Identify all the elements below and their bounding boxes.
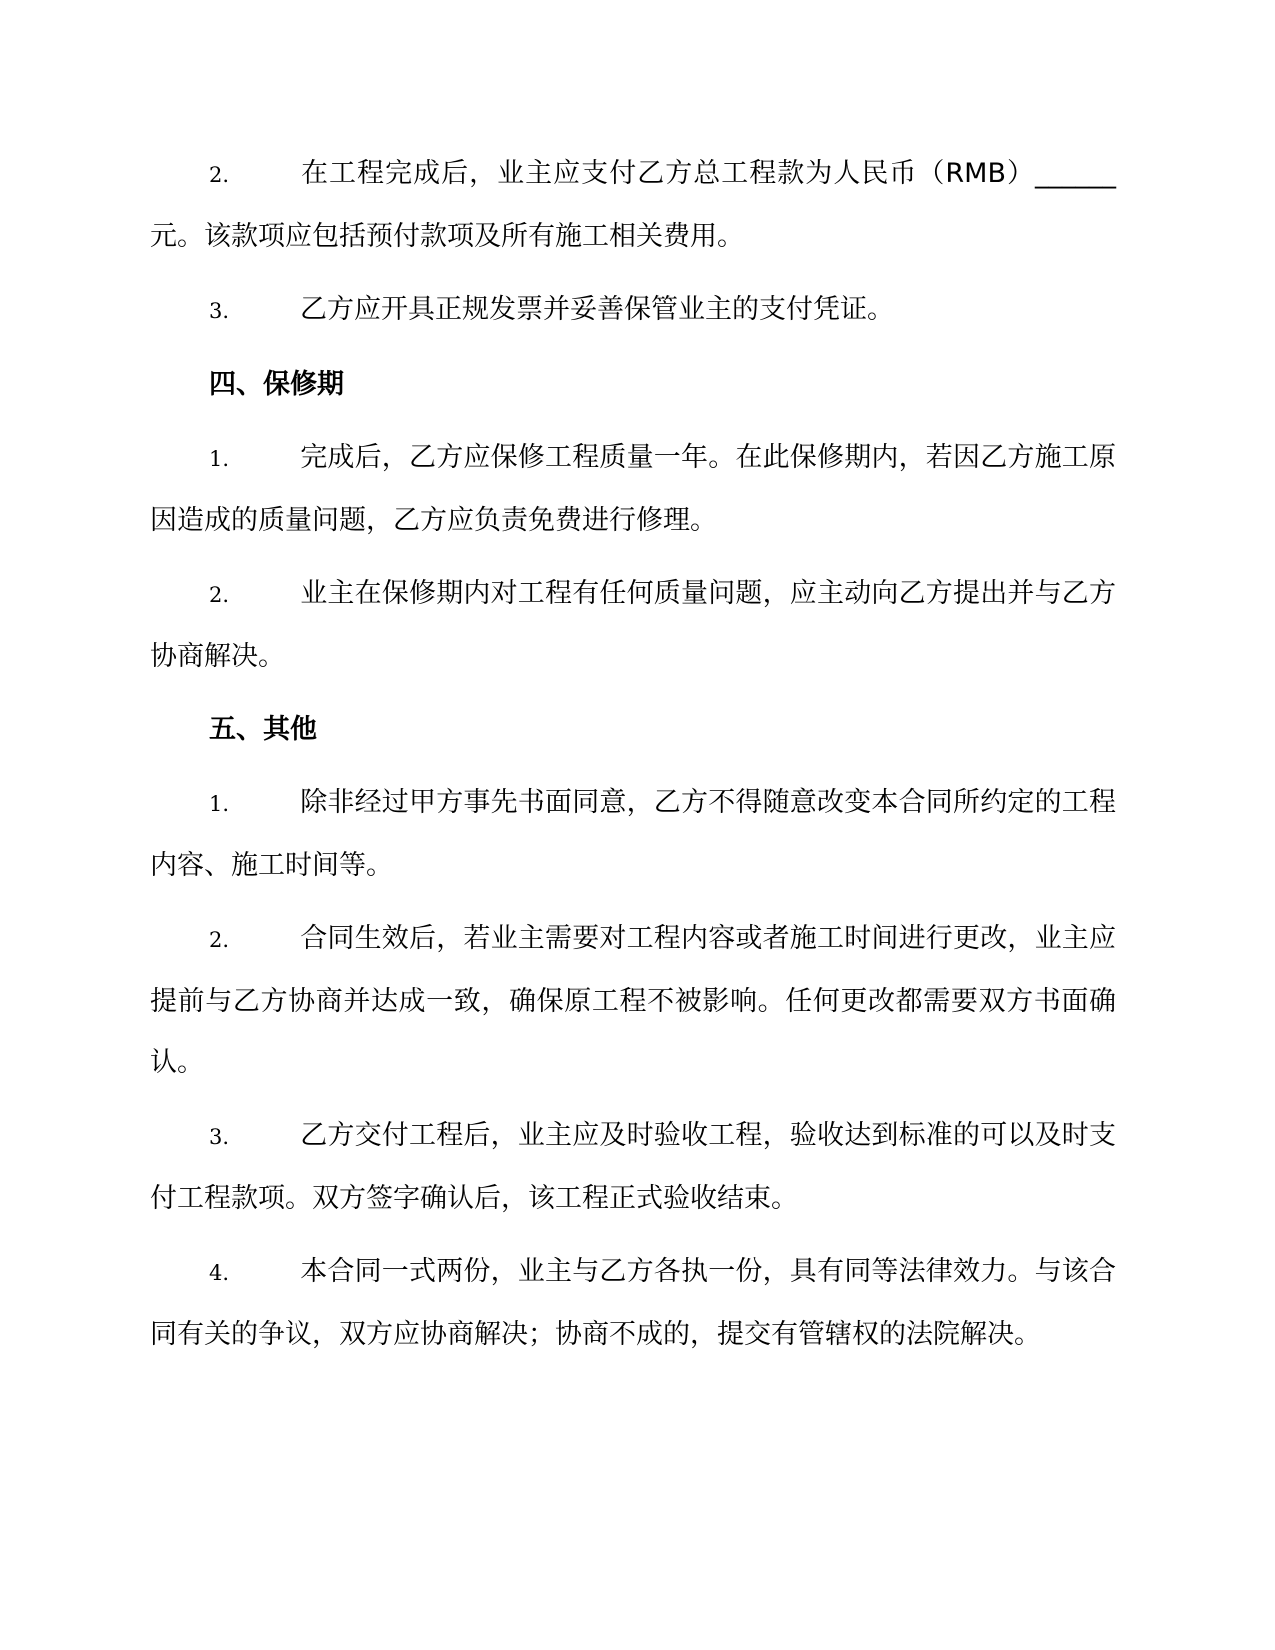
clause-number: 4. [209, 1261, 230, 1285]
clause-text: 除非经过甲方事先书面同意，乙方不得随意改变本合同所约定的工程内容、施工时间等。 [150, 787, 1116, 881]
clause-text: 乙方应开具正规发票并妥善保管业主的支付凭证。 [300, 294, 894, 325]
clause-number: 1. [209, 792, 230, 816]
clause-text: 乙方交付工程后，业主应及时验收工程，验收达到标准的可以及时支付工程款项。双方签字确认后，该工程正式验收结束。 [150, 1120, 1116, 1214]
clause-5-1 [150, 772, 1116, 896]
clause-text: 本合同一式两份，业主与乙方各执一份，具有同等法律效力。与该合同有关的争议，双方应协商解决；协商不成的，提交有管辖权的法院解决。 [150, 1256, 1116, 1350]
clause-text: 业主在保修期内对工程有任何质量问题，应主动向乙方提出并与乙方协商解决。 [150, 578, 1116, 672]
section-heading-other: 五、其他 [209, 714, 317, 745]
clause-5-4 [150, 1241, 1116, 1365]
clause-4-1 [150, 427, 1116, 551]
clause-number: 3. [209, 299, 230, 323]
section-heading-warranty: 四、保修期 [209, 369, 344, 400]
clause-text: 完成后，乙方应保修工程质量一年。在此保修期内，若因乙方施工原因造成的质量问题，乙方应负责免费进行修理。 [150, 442, 1116, 536]
clause-5-3 [150, 1105, 1116, 1229]
clause-4-2 [150, 563, 1116, 687]
document-page [150, 143, 1116, 1377]
clause-text: 在工程完成后，业主应支付乙方总工程款为人民币（RMB）______元。该款项应包括预付款项及所有施工相关费用。 [150, 158, 1116, 252]
clause-3-2 [150, 143, 1116, 267]
clause-text: 合同生效后，若业主需要对工程内容或者施工时间进行更改，业主应提前与乙方协商并达成一致，确保原工程不被影响。任何更改都需要双方书面确认。 [150, 923, 1116, 1078]
clause-number: 2. [209, 163, 230, 187]
clause-number: 2. [209, 583, 230, 607]
clause-number: 2. [209, 928, 230, 952]
clause-3-3 [150, 279, 1116, 342]
clause-number: 1. [209, 447, 230, 471]
clause-5-2 [150, 908, 1116, 1093]
clause-number: 3. [209, 1125, 230, 1149]
